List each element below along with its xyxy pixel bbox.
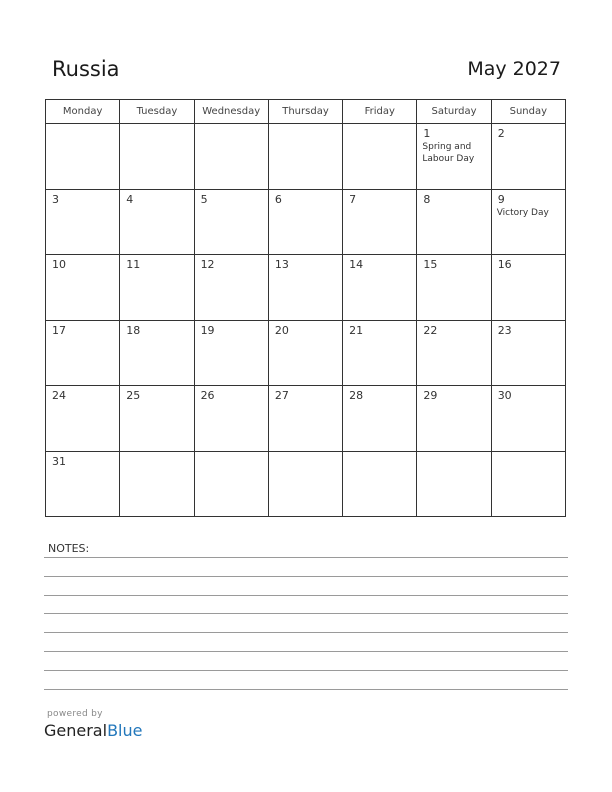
day-number: 22 (423, 323, 438, 337)
note-line (44, 651, 568, 652)
day-number (120, 124, 193, 127)
day-number: 11 (126, 258, 141, 271)
holiday-label: Spring and Labour Day (422, 142, 475, 164)
day-number: 16 (497, 258, 512, 271)
holiday-label: Victory Day (496, 207, 549, 218)
calendar-week-row (46, 189, 566, 255)
calendar-day-cell (120, 124, 194, 190)
calendar-day-cell (120, 189, 194, 255)
day-number (343, 124, 416, 127)
day-number (269, 124, 342, 127)
calendar-week-row (46, 320, 566, 386)
calendar-day-cell (120, 320, 194, 386)
calendar-day-cell (268, 189, 342, 255)
calendar-day-cell (46, 386, 120, 452)
day-number: 10 (52, 258, 66, 271)
weekday-header: Monday (46, 100, 120, 124)
weekday-header: Saturday (417, 100, 491, 124)
calendar-week-row (46, 386, 566, 452)
day-number (195, 452, 268, 455)
weekday-header: Friday (343, 100, 417, 124)
day-number (120, 452, 193, 455)
day-number: 2 (497, 127, 505, 140)
day-number: 14 (349, 258, 364, 271)
day-number: 13 (274, 258, 289, 271)
brand-logo-blue: Blue (107, 721, 143, 740)
calendar-day-cell (268, 451, 342, 517)
calendar-week-row (46, 124, 566, 190)
calendar-day-cell (343, 451, 417, 517)
note-line (44, 595, 568, 596)
calendar-grid (45, 99, 566, 517)
calendar-day-cell (194, 451, 268, 517)
weekday-header: Thursday (268, 100, 342, 124)
weekday-header-row (46, 100, 566, 124)
calendar-day-cell (343, 189, 417, 255)
calendar-day-cell (268, 255, 342, 321)
calendar-day-cell (194, 320, 268, 386)
day-number: 17 (52, 323, 66, 337)
calendar-day-cell (491, 189, 565, 255)
day-number: 4 (126, 192, 134, 206)
calendar-day-cell (491, 320, 565, 386)
day-number: 21 (349, 323, 364, 337)
day-number: 15 (423, 258, 438, 271)
day-number: 18 (126, 323, 141, 337)
day-number: 1 (423, 127, 431, 140)
calendar-day-cell (46, 320, 120, 386)
day-number (492, 452, 565, 455)
day-number: 28 (349, 389, 364, 402)
note-line (44, 557, 568, 558)
calendar-day-cell (268, 124, 342, 190)
day-number (195, 124, 268, 127)
brand-logo (44, 721, 142, 741)
day-number: 30 (497, 389, 512, 402)
note-line (44, 689, 568, 690)
day-number: 29 (423, 389, 438, 402)
calendar-day-cell (120, 386, 194, 452)
day-number: 27 (274, 389, 289, 402)
notes-label: NOTES: (48, 542, 90, 555)
calendar-day-cell (46, 451, 120, 517)
calendar-day-cell (417, 320, 491, 386)
note-line (44, 632, 568, 633)
note-line (44, 576, 568, 577)
calendar-day-cell (417, 124, 491, 190)
calendar-day-cell (46, 255, 120, 321)
day-number (269, 452, 342, 455)
day-number (417, 452, 490, 455)
weekday-header: Tuesday (120, 100, 194, 124)
calendar-day-cell (417, 451, 491, 517)
day-number: 3 (52, 192, 59, 206)
calendar-day-cell (120, 451, 194, 517)
day-number: 9 (497, 192, 505, 206)
day-number: 26 (200, 389, 215, 402)
calendar-day-cell (194, 255, 268, 321)
day-number: 12 (200, 258, 215, 271)
note-line (44, 670, 568, 671)
calendar-day-cell (491, 451, 565, 517)
day-number: 7 (349, 192, 357, 206)
calendar-day-cell (417, 386, 491, 452)
calendar-day-cell (194, 124, 268, 190)
day-number: 8 (423, 192, 431, 206)
calendar-day-cell (46, 124, 120, 190)
weekday-header: Wednesday (194, 100, 268, 124)
note-line (44, 613, 568, 614)
day-number: 23 (497, 323, 512, 337)
calendar-day-cell (491, 255, 565, 321)
day-number (343, 452, 416, 455)
calendar-day-cell (417, 255, 491, 321)
calendar-week-row (46, 255, 566, 321)
calendar-day-cell (268, 320, 342, 386)
calendar-week-row (46, 451, 566, 517)
powered-by-text: powered by (47, 709, 103, 719)
calendar-day-cell (120, 255, 194, 321)
calendar-day-cell (194, 386, 268, 452)
calendar-day-cell (343, 320, 417, 386)
day-number: 5 (200, 192, 208, 206)
day-number (46, 124, 119, 127)
calendar-day-cell (417, 189, 491, 255)
calendar-month-year: May 2027 (467, 58, 561, 80)
calendar-day-cell (46, 189, 120, 255)
calendar-day-cell (268, 386, 342, 452)
calendar-country: Russia (52, 57, 120, 81)
day-number: 24 (52, 389, 66, 402)
day-number: 19 (200, 323, 215, 337)
brand-logo-general: General (44, 721, 108, 740)
calendar-day-cell (343, 255, 417, 321)
calendar-day-cell (491, 124, 565, 190)
day-number: 6 (274, 192, 282, 206)
calendar-day-cell (343, 386, 417, 452)
calendar-day-cell (194, 189, 268, 255)
calendar-day-cell (343, 124, 417, 190)
weekday-header: Sunday (491, 100, 565, 124)
day-number: 31 (52, 454, 66, 468)
day-number: 25 (126, 389, 141, 402)
day-number: 20 (274, 323, 289, 337)
calendar-day-cell (491, 386, 565, 452)
